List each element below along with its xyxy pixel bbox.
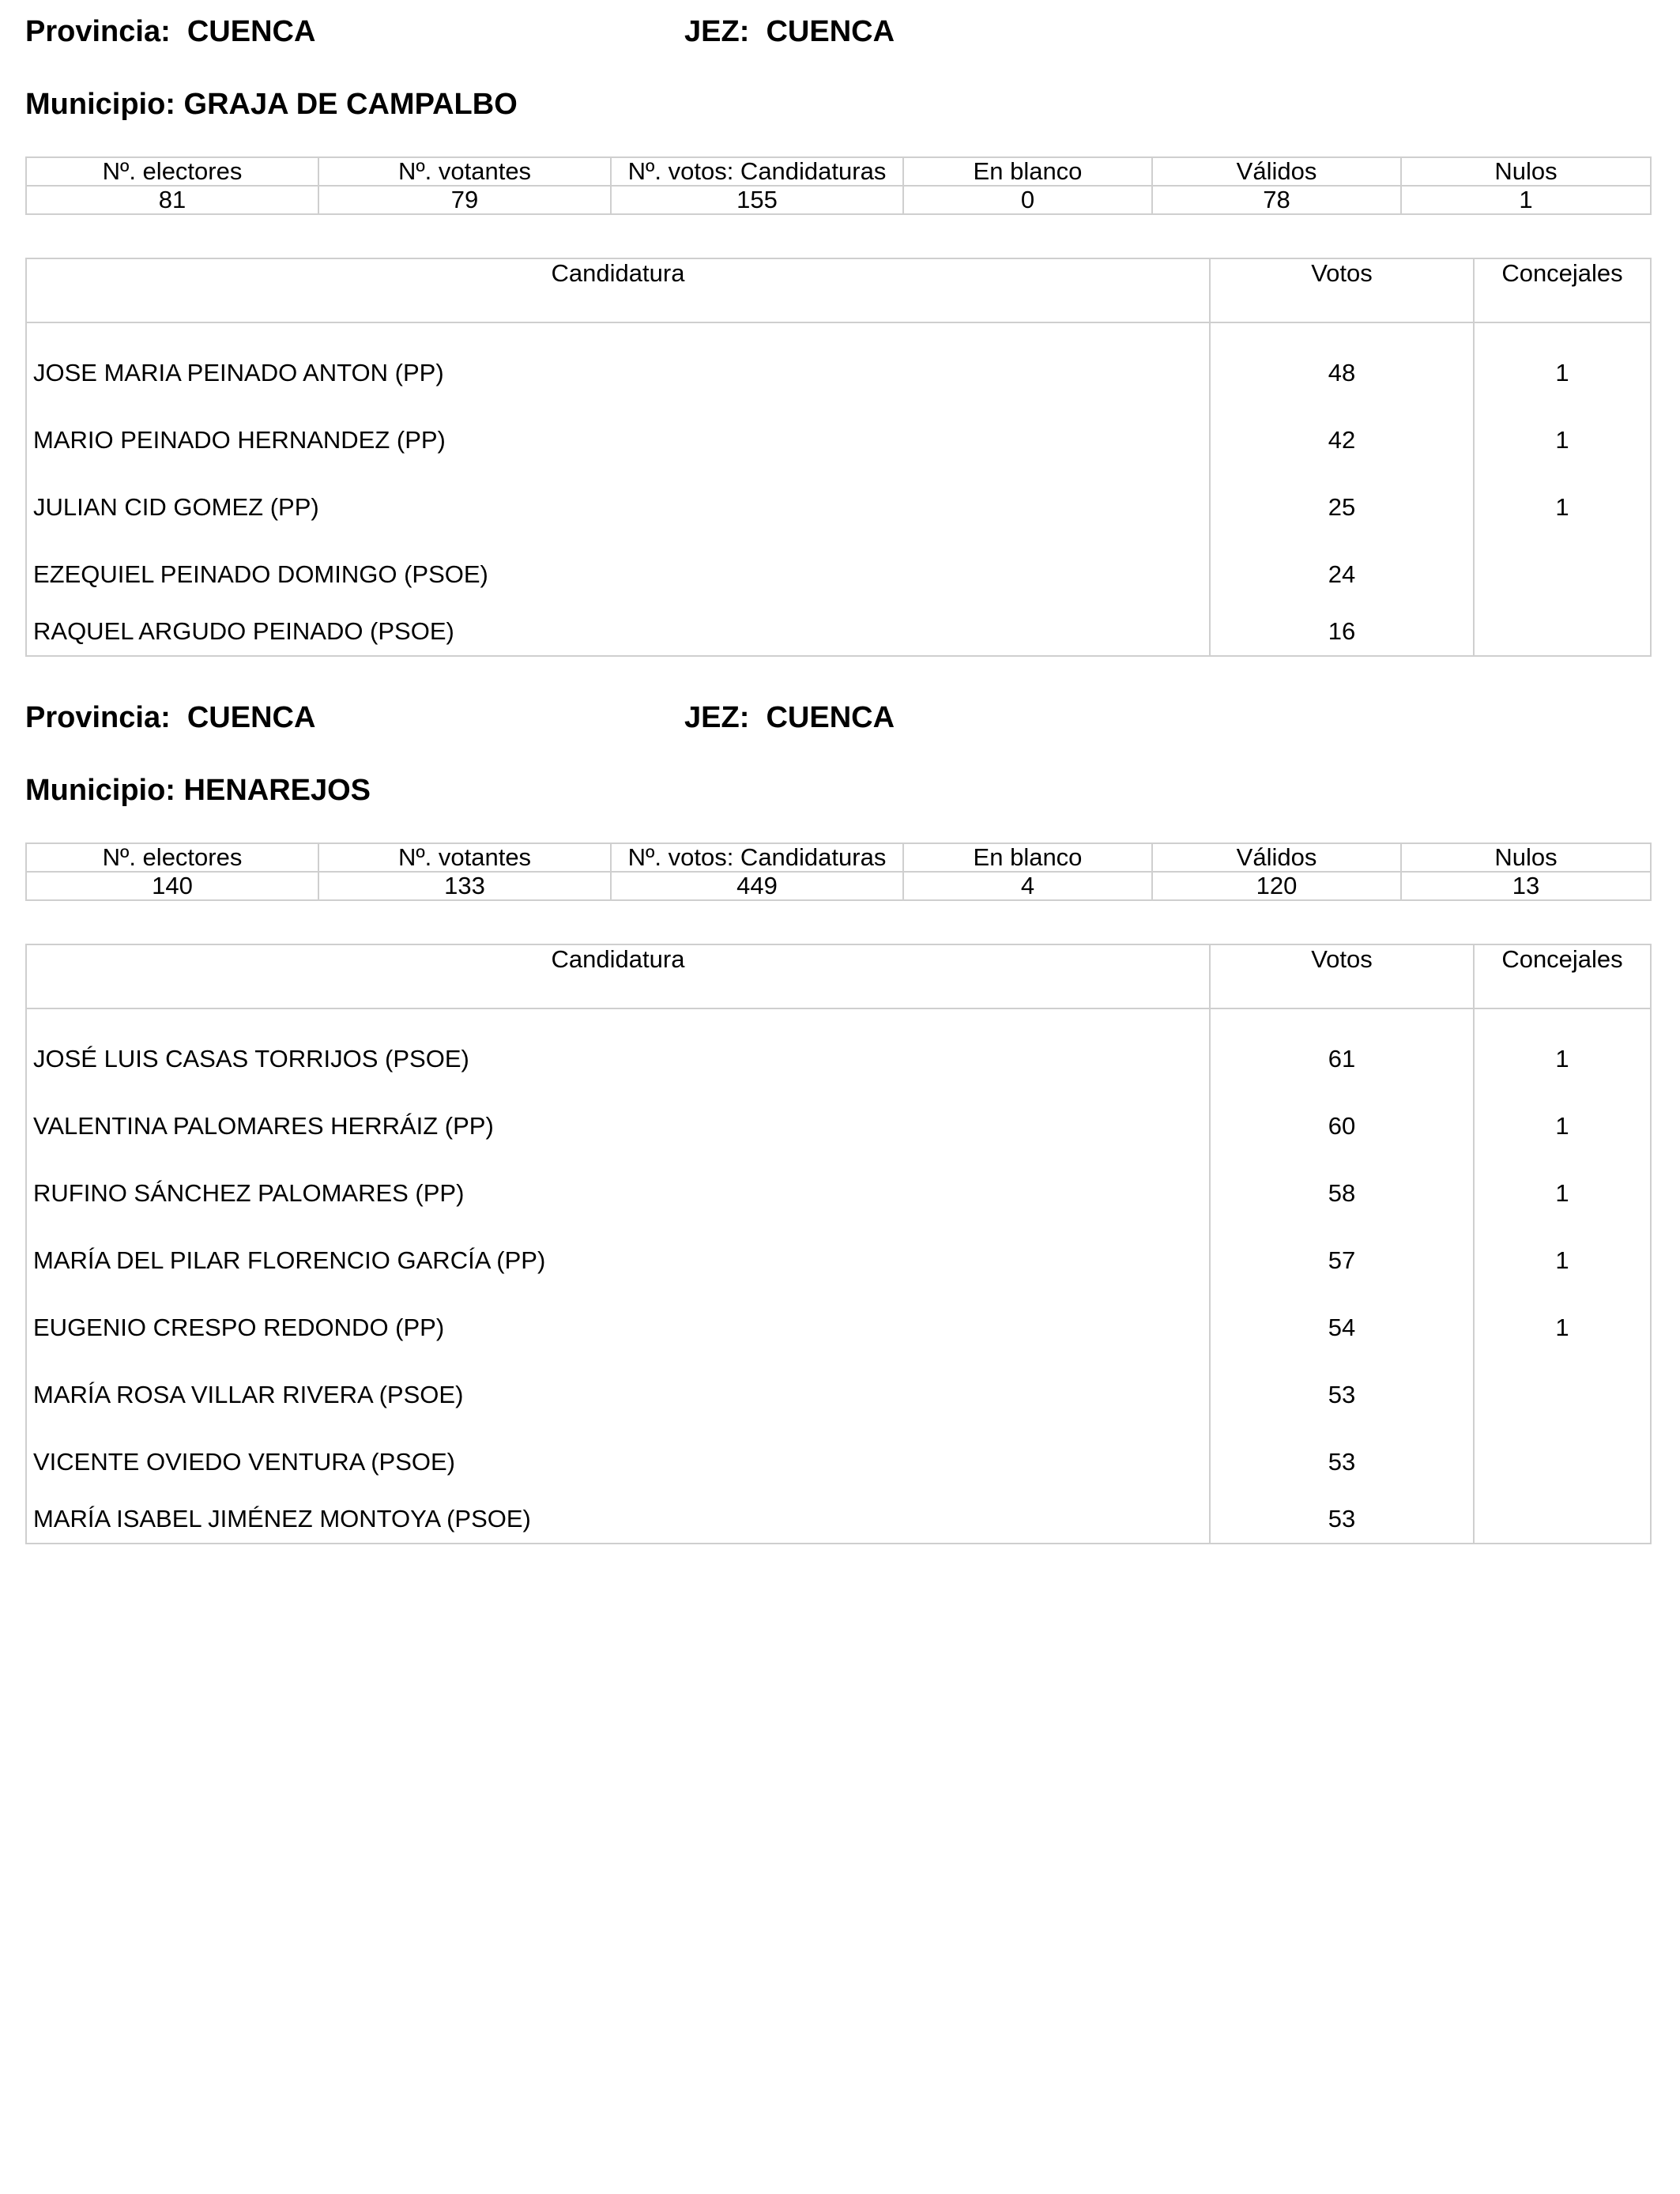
stats-value-cell: 78 xyxy=(1152,186,1401,214)
candidate-votes: 24 xyxy=(1210,541,1474,608)
stats-header-cell: Nulos xyxy=(1401,157,1651,186)
stats-value-cell: 0 xyxy=(903,186,1152,214)
municipio-heading xyxy=(25,773,371,808)
provincia-value: CUENCA xyxy=(186,701,316,734)
stats-header-row xyxy=(26,843,1651,872)
votos-header: Votos xyxy=(1210,258,1474,322)
candidate-name: JOSE MARIA PEINADO ANTON (PP) xyxy=(33,358,444,386)
candidate-name: RAQUEL ARGUDO PEINADO (PSOE) xyxy=(33,617,454,645)
candidate-row xyxy=(26,1159,1651,1227)
candidate-name: VICENTE OVIEDO VENTURA (PSOE) xyxy=(33,1447,455,1476)
candidate-row xyxy=(26,473,1651,541)
candidate-name: MARÍA ROSA VILLAR RIVERA (PSOE) xyxy=(33,1380,464,1408)
stats-header-cell: Nº. electores xyxy=(26,843,318,872)
candidate-votes: 54 xyxy=(1210,1294,1474,1361)
candidate-votes: 16 xyxy=(1210,608,1474,656)
candidate-row xyxy=(26,1294,1651,1361)
candidate-votes: 58 xyxy=(1210,1159,1474,1227)
jez-label: JEZ: xyxy=(684,701,750,734)
jez-value: CUENCA xyxy=(766,15,895,48)
candidate-name: JULIAN CID GOMEZ (PP) xyxy=(33,492,319,521)
stats-value-cell: 13 xyxy=(1401,872,1651,900)
candidates-table xyxy=(25,258,1652,657)
candidate-votes: 48 xyxy=(1210,322,1474,406)
municipio-heading xyxy=(25,87,518,122)
candidate-seats xyxy=(1474,541,1651,608)
candidatura-header: Candidatura xyxy=(26,944,1210,1008)
candidate-row xyxy=(26,322,1651,406)
stats-header-cell: En blanco xyxy=(903,157,1152,186)
concejales-header: Concejales xyxy=(1474,944,1651,1008)
candidate-seats: 1 xyxy=(1474,1159,1651,1227)
candidate-row xyxy=(26,1361,1651,1428)
candidate-votes: 53 xyxy=(1210,1361,1474,1428)
municipio-value: HENAREJOS xyxy=(183,774,371,807)
stats-header-cell: Nº. electores xyxy=(26,157,318,186)
jez-label: JEZ: xyxy=(684,15,750,48)
candidate-name: MARÍA DEL PILAR FLORENCIO GARCÍA (PP) xyxy=(33,1246,546,1274)
candidate-name: VALENTINA PALOMARES HERRÁIZ (PP) xyxy=(33,1111,494,1140)
candidate-name: EZEQUIEL PEINADO DOMINGO (PSOE) xyxy=(33,560,488,588)
candidate-seats: 1 xyxy=(1474,322,1651,406)
candidatura-header: Candidatura xyxy=(26,258,1210,322)
jez-value: CUENCA xyxy=(766,701,895,734)
stats-value-cell: 140 xyxy=(26,872,318,900)
stats-header-cell: Nulos xyxy=(1401,843,1651,872)
candidate-seats: 1 xyxy=(1474,473,1651,541)
provincia-value: CUENCA xyxy=(186,15,316,48)
stats-header-cell: Nº. votos: Candidaturas xyxy=(611,843,903,872)
provincia-label: Provincia: xyxy=(25,15,171,48)
candidate-seats: 1 xyxy=(1474,1227,1651,1294)
candidates-header-row xyxy=(26,258,1651,322)
candidate-row xyxy=(26,608,1651,656)
candidate-seats: 1 xyxy=(1474,1294,1651,1361)
candidate-seats: 1 xyxy=(1474,1008,1651,1092)
candidate-seats xyxy=(1474,608,1651,656)
stats-value-cell: 81 xyxy=(26,186,318,214)
stats-table xyxy=(25,843,1652,901)
stats-table xyxy=(25,156,1652,215)
candidate-seats xyxy=(1474,1428,1651,1495)
stats-header-row xyxy=(26,157,1651,186)
candidate-votes: 53 xyxy=(1210,1428,1474,1495)
provincia-heading xyxy=(25,14,315,49)
candidate-votes: 53 xyxy=(1210,1495,1474,1544)
candidate-row xyxy=(26,1092,1651,1159)
candidates-header-row xyxy=(26,944,1651,1008)
stats-header-cell: Nº. votantes xyxy=(318,157,611,186)
candidate-name: RUFINO SÁNCHEZ PALOMARES (PP) xyxy=(33,1178,465,1207)
stats-value-cell: 4 xyxy=(903,872,1152,900)
stats-header-cell: En blanco xyxy=(903,843,1152,872)
stats-header-cell: Válidos xyxy=(1152,157,1401,186)
stats-value-cell: 155 xyxy=(611,186,903,214)
candidate-votes: 42 xyxy=(1210,406,1474,473)
stats-header-cell: Nº. votantes xyxy=(318,843,611,872)
provincia-label: Provincia: xyxy=(25,701,171,734)
candidate-row xyxy=(26,541,1651,608)
candidate-name: EUGENIO CRESPO REDONDO (PP) xyxy=(33,1313,445,1341)
candidate-seats xyxy=(1474,1361,1651,1428)
candidate-name: MARÍA ISABEL JIMÉNEZ MONTOYA (PSOE) xyxy=(33,1505,531,1532)
stats-value-cell: 120 xyxy=(1152,872,1401,900)
stats-header-cell: Válidos xyxy=(1152,843,1401,872)
stats-value-cell: 449 xyxy=(611,872,903,900)
jez-heading xyxy=(684,14,895,49)
municipio-label: Municipio: xyxy=(25,88,175,121)
candidate-seats: 1 xyxy=(1474,406,1651,473)
candidate-votes: 61 xyxy=(1210,1008,1474,1092)
candidates-table xyxy=(25,944,1652,1544)
candidate-row xyxy=(26,1227,1651,1294)
municipio-value: GRAJA DE CAMPALBO xyxy=(183,88,518,121)
candidate-votes: 57 xyxy=(1210,1227,1474,1294)
concejales-header: Concejales xyxy=(1474,258,1651,322)
municipio-label: Municipio: xyxy=(25,774,175,807)
stats-value-cell: 1 xyxy=(1401,186,1651,214)
candidate-votes: 25 xyxy=(1210,473,1474,541)
candidate-row xyxy=(26,1495,1651,1544)
stats-header-cell: Nº. votos: Candidaturas xyxy=(611,157,903,186)
candidate-name: JOSÉ LUIS CASAS TORRIJOS (PSOE) xyxy=(33,1044,469,1072)
candidate-name: MARIO PEINADO HERNANDEZ (PP) xyxy=(33,425,446,454)
provincia-heading xyxy=(25,700,315,735)
stats-value-cell: 133 xyxy=(318,872,611,900)
candidate-votes: 60 xyxy=(1210,1092,1474,1159)
candidate-seats xyxy=(1474,1495,1651,1544)
stats-value-row xyxy=(26,872,1651,900)
candidate-seats: 1 xyxy=(1474,1092,1651,1159)
votos-header: Votos xyxy=(1210,944,1474,1008)
stats-value-row xyxy=(26,186,1651,214)
stats-value-cell: 79 xyxy=(318,186,611,214)
candidate-row xyxy=(26,1428,1651,1495)
jez-heading xyxy=(684,700,895,735)
candidate-row xyxy=(26,1008,1651,1092)
candidate-row xyxy=(26,406,1651,473)
